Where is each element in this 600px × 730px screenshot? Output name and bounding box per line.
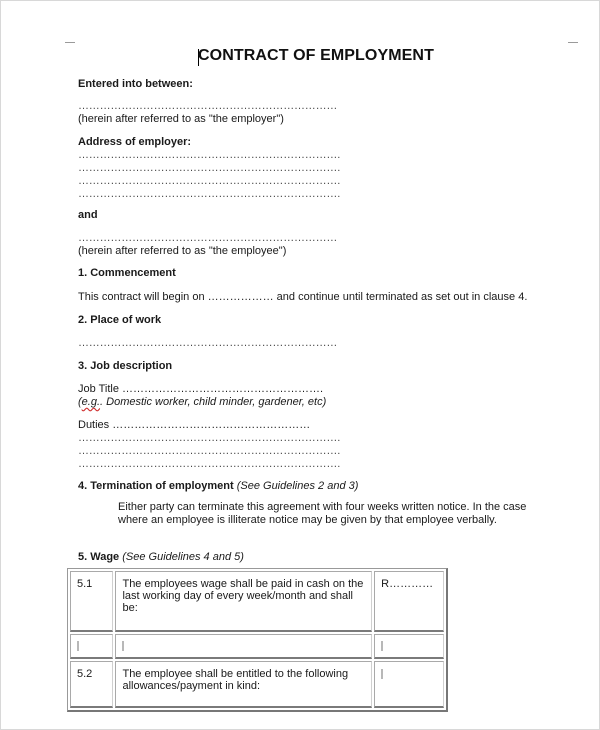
address-line[interactable]: ………………………………………………………………. [78, 188, 341, 200]
clause-description-cell[interactable]: The employee shall be entitled to the following allowances/payment in kind: [115, 661, 372, 708]
table-row [70, 661, 444, 708]
address-line[interactable]: ………………………………………………………………. [78, 149, 341, 161]
place-of-work-blank[interactable]: ……………………………………………………………… [78, 337, 338, 349]
example-open-paren: ( [78, 396, 82, 408]
section-5-heading [78, 551, 244, 564]
cell-end-marker [381, 641, 383, 651]
address-of-employer-label: Address of employer: [78, 136, 192, 148]
section-3-heading: 3. Job description [78, 360, 173, 372]
employee-name-blank[interactable]: ……………………………………………………………… [78, 232, 338, 244]
table-row [70, 634, 444, 659]
wage-guideline: (See Guidelines 4 and 5) [122, 551, 244, 563]
margin-corner-mark [568, 42, 578, 43]
empty-cell[interactable] [70, 634, 113, 659]
clause-number-cell[interactable]: 5.1 [70, 571, 113, 632]
amount-cell[interactable]: R………… [374, 571, 444, 632]
commencement-text: This contract will begin on ……………… and continue until terminated as set out in clause 4. [78, 291, 528, 303]
clause-description-cell[interactable]: The employees wage shall be paid in cash on the last working day of every week/month and shall be: [115, 571, 372, 632]
employee-reference: (herein after referred to as "the employee") [78, 245, 287, 257]
section-2-heading: 2. Place of work [78, 314, 162, 326]
employer-name-blank[interactable]: ……………………………………………………………… [78, 100, 338, 112]
example-text: . Domestic worker, child minder, gardener, etc) [100, 396, 327, 408]
clause-number-cell[interactable]: 5.2 [70, 661, 113, 708]
cell-end-marker [381, 669, 383, 679]
empty-cell[interactable] [115, 634, 372, 659]
job-title-example [78, 396, 326, 409]
duties-blank[interactable]: ………………………………………………………………. [78, 445, 341, 457]
table-row [70, 571, 444, 632]
spelling-flagged-eg: e.g. [81, 396, 101, 408]
section-1-heading: 1. Commencement [78, 267, 176, 279]
entered-into-label: Entered into between: [78, 78, 193, 90]
empty-cell[interactable] [374, 634, 444, 659]
termination-guideline: (See Guidelines 2 and 3) [236, 480, 359, 492]
cell-end-marker [122, 641, 124, 651]
cell-end-marker [77, 641, 79, 651]
wage-table [67, 568, 448, 712]
document-title[interactable]: CONTRACT OF EMPLOYMENT [198, 47, 434, 64]
duties-blank[interactable]: ………………………………………………………………. [78, 432, 341, 444]
and-label: and [78, 209, 98, 221]
margin-corner-mark [65, 42, 75, 43]
duties-line[interactable]: Duties ……………………………………………… [78, 419, 311, 431]
duties-blank[interactable]: ………………………………………………………………. [78, 458, 341, 470]
amount-cell[interactable] [374, 661, 444, 708]
wage-heading: 5. Wage [78, 551, 120, 563]
address-line[interactable]: ………………………………………………………………. [78, 162, 341, 174]
section-4-heading [78, 480, 358, 493]
employer-reference: (herein after referred to as "the employer") [78, 113, 284, 125]
termination-heading: 4. Termination of employment [78, 480, 234, 492]
termination-text: Either party can terminate this agreement with four weeks written notice. In the case where an employee is illiterate notice may be given by that employee verbally. [118, 501, 527, 526]
job-title-line[interactable]: Job Title ………………………………………………. [78, 383, 324, 395]
address-line[interactable]: ………………………………………………………………. [78, 175, 341, 187]
